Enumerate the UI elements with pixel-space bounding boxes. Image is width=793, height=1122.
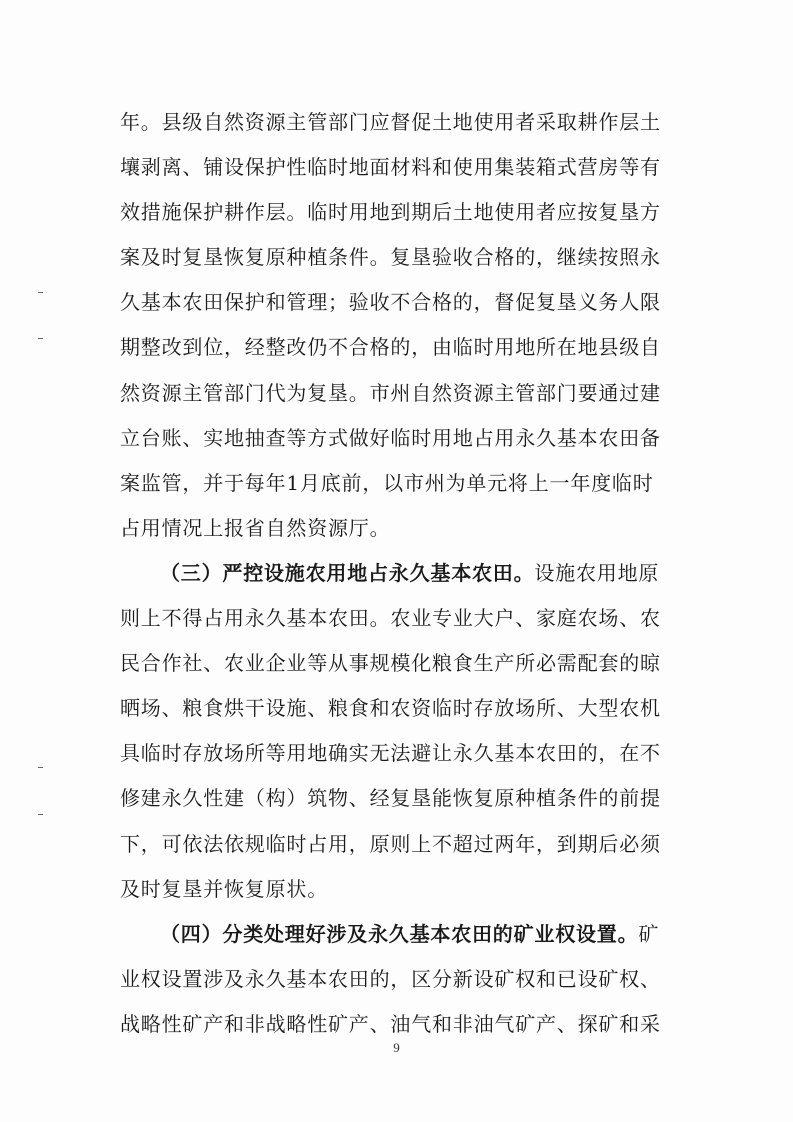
text-line: 修建永久性建（构）筑物、经复垦能恢复原种植条件的前提	[120, 786, 661, 811]
text-line: 期整改到位，经整改仍不合格的，由临时用地所在地县级自	[120, 335, 661, 360]
text-line: 则上不得占用永久基本农田。农业专业大户、家庭农场、农	[120, 606, 661, 631]
margin-mark	[38, 814, 43, 815]
text-line: 案及时复垦恢复原种植条件。复垦验收合格的，继续按照永	[120, 245, 661, 270]
text-line: 案监管，并于每年1月底前，以市州为单元将上一年度临时	[120, 470, 654, 495]
margin-mark	[38, 338, 43, 339]
section-text: 矿	[638, 921, 660, 946]
section-heading-3: （三）严控设施农用地占永久基本农田。	[160, 560, 535, 585]
text-line: 及时复垦并恢复原状。	[120, 876, 328, 901]
text-line: 具临时存放场所等用地确实无法避让永久基本农田的，在不	[120, 741, 661, 766]
page-number: 9	[393, 1040, 400, 1055]
section-heading-line	[120, 912, 690, 957]
text-line: 久基本农田保护和管理；验收不合格的，督促复垦义务人限	[120, 290, 661, 315]
text-line: 然资源主管部门代为复垦。市州自然资源主管部门要通过建	[120, 380, 661, 405]
margin-mark	[38, 767, 43, 768]
text-line: 效措施保护耕作层。临时用地到期后土地使用者应按复垦方	[120, 200, 661, 225]
text-line: 民合作社、农业企业等从事规模化粮食生产所必需配套的晾	[120, 651, 661, 676]
text-line: 战略性矿产和非战略性矿产、油气和非油气矿产、探矿和采	[120, 1011, 661, 1036]
text-line: 下，可依法依规临时占用，原则上不超过两年，到期后必须	[120, 831, 661, 856]
text-line: 壤剥离、铺设保护性临时地面材料和使用集装箱式营房等有	[120, 155, 661, 180]
text-line: 立台账、实地抽查等方式做好临时用地占用永久基本农田备	[120, 425, 661, 450]
text-line: 晒场、粮食烘干设施、粮食和农资临时存放场所、大型农机	[120, 696, 661, 721]
text-line: 占用情况上报省自然资源厅。	[120, 515, 391, 540]
section-heading-4: （四）分类处理好涉及永久基本农田的矿业权设置。	[160, 921, 639, 946]
section-heading-line	[120, 551, 690, 596]
margin-mark	[38, 292, 43, 293]
text-line: 业权设置涉及永久基本农田的，区分新设矿权和已设矿权、	[120, 966, 661, 991]
section-text: 设施农用地原	[534, 560, 660, 585]
text-line: 年。县级自然资源主管部门应督促土地使用者采取耕作层土	[120, 110, 661, 134]
body-text	[120, 100, 690, 1047]
